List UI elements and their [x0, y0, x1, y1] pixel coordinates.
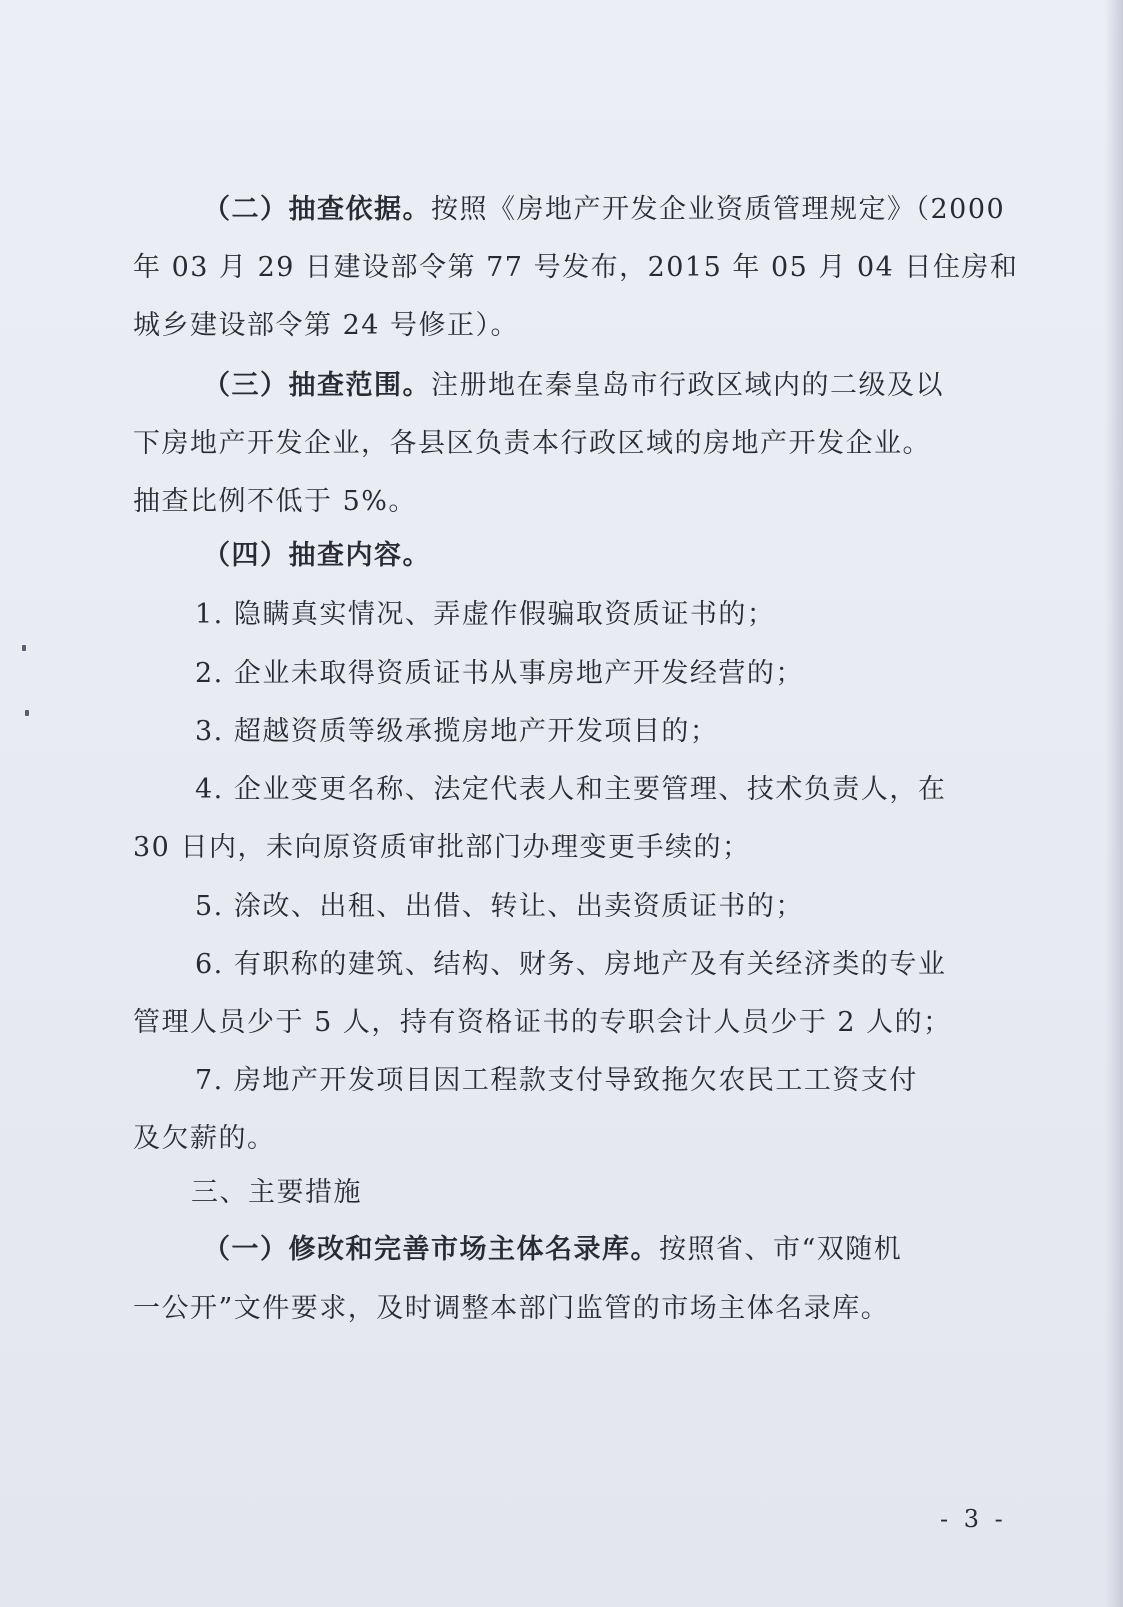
list-item: 2. 企业未取得资质证书从事房地产开发经营的；	[195, 658, 804, 689]
list-item: 6. 有职称的建筑、结构、财务、房地产及有关经济类的专业	[195, 949, 947, 980]
page-number: - 3 -	[940, 1505, 1007, 1533]
paragraph-line: （二）抽查依据。按照《房地产开发企业资质管理规定》（2000	[203, 194, 1006, 225]
section-heading: （二）抽查依据。	[203, 194, 431, 225]
paragraph-line: 年 03 月 29 日建设部令第 77 号发布，2015 年 05 月 04 日住房和	[133, 252, 1019, 283]
list-item-continuation: 及欠薪的。	[133, 1123, 276, 1154]
paragraph-line	[203, 536, 431, 576]
paragraph-line: 城乡建设部令第 24 号修正）。	[133, 310, 520, 341]
paragraph-line: （三）抽查范围。注册地在秦皇岛市行政区域内的二级及以	[203, 370, 944, 401]
paragraph-line: 抽查比例不低于 5%。	[133, 486, 417, 517]
paragraph-line: 下房地产开发企业，各县区负责本行政区域的房地产开发企业。	[133, 428, 931, 459]
list-item-continuation: 30 日内，未向原资质审批部门办理变更手续的；	[133, 832, 751, 863]
list-item: 3. 超越资质等级承揽房地产开发项目的；	[195, 716, 719, 747]
paragraph-line: （一）修改和完善市场主体名录库。按照省、市“双随机	[203, 1234, 903, 1265]
list-item: 4. 企业变更名称、法定代表人和主要管理、技术负责人，在	[195, 774, 947, 805]
section-heading: （一）修改和完善市场主体名录库。	[203, 1234, 659, 1265]
chapter-heading: 三、主要措施	[191, 1177, 362, 1208]
list-item: 5. 涂改、出租、出借、转让、出卖资质证书的；	[195, 891, 804, 922]
binding-hole	[25, 710, 29, 716]
paragraph-line: 一公开”文件要求，及时调整本部门监管的市场主体名录库。	[133, 1293, 890, 1324]
list-item-continuation: 管理人员少于 5 人，持有资格证书的专职会计人员少于 2 人的；	[133, 1007, 952, 1038]
page-edge-shadow	[1105, 0, 1123, 1607]
list-item: 7. 房地产开发项目因工程款支付导致拖欠农民工工资支付	[195, 1065, 918, 1096]
section-heading: （三）抽查范围。	[203, 370, 431, 401]
binding-hole	[22, 645, 26, 651]
list-item: 1. 隐瞒真实情况、弄虚作假骗取资质证书的；	[195, 599, 776, 630]
section-heading: （四）抽查内容。	[203, 540, 431, 571]
